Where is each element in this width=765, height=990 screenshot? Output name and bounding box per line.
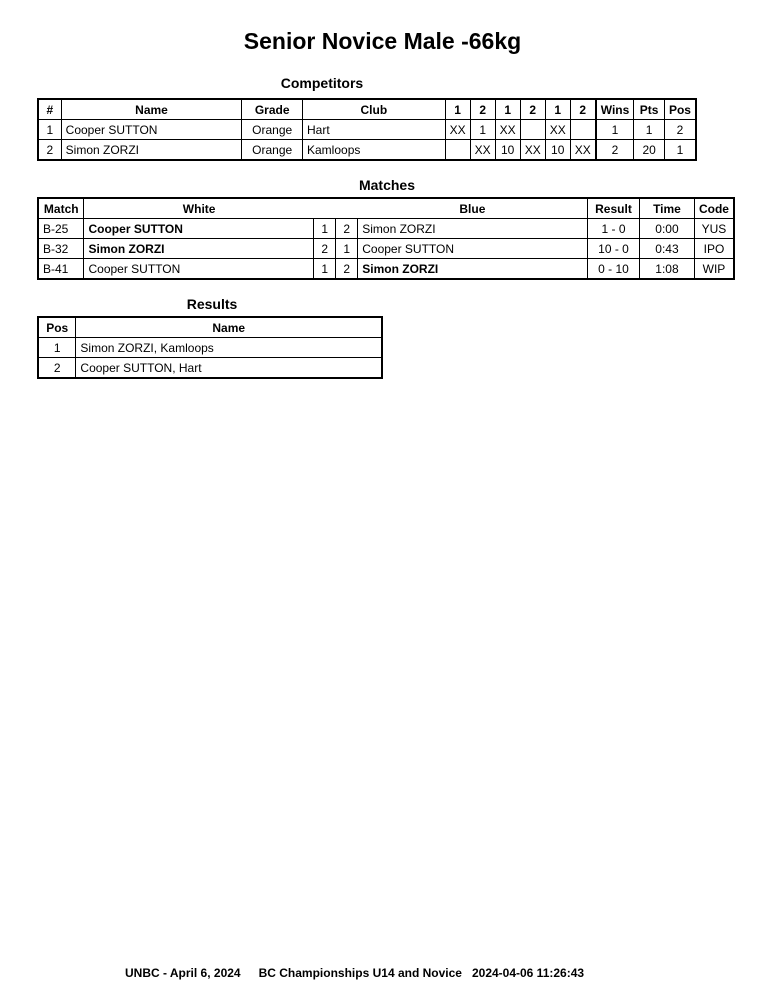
col-time: Time: [639, 198, 694, 219]
table-row: [38, 239, 734, 259]
col-pos: Pos: [664, 99, 696, 120]
results-heading: Results: [186, 296, 238, 312]
match-id: B-32: [38, 239, 84, 259]
score-cell: XX: [470, 140, 495, 161]
white-score: 1: [314, 219, 336, 239]
col-grade: Grade: [242, 99, 303, 120]
white-score: 2: [314, 239, 336, 259]
score-cell: XX: [570, 140, 596, 161]
footer-timestamp: 2024-04-06 11:26:43: [471, 966, 585, 980]
match-time: 0:43: [639, 239, 694, 259]
competitor-wins: 2: [596, 140, 634, 161]
col-white: White: [84, 198, 314, 219]
col-round: 2: [570, 99, 596, 120]
col-club: Club: [303, 99, 446, 120]
result-pos: 2: [38, 358, 76, 379]
col-white-score: [314, 198, 336, 219]
col-pts: Pts: [634, 99, 665, 120]
col-blue-score: [336, 198, 358, 219]
page-footer: [125, 966, 584, 980]
col-round: 1: [445, 99, 470, 120]
score-cell: 10: [495, 140, 520, 161]
match-result: 1 - 0: [588, 219, 640, 239]
match-time: 0:00: [639, 219, 694, 239]
matches-table: [37, 197, 735, 280]
results-header-row: [38, 317, 382, 338]
blue-player: Simon ZORZI: [358, 259, 588, 280]
white-player: Cooper SUTTON: [84, 219, 314, 239]
col-round: 1: [495, 99, 520, 120]
match-code: IPO: [694, 239, 734, 259]
table-row: [38, 259, 734, 280]
competitor-pts: 20: [634, 140, 665, 161]
page-title: Senior Novice Male -66kg: [243, 28, 522, 54]
blue-score: 2: [336, 259, 358, 280]
col-round: 2: [520, 99, 545, 120]
result-name: Cooper SUTTON, Hart: [76, 358, 382, 379]
score-cell: XX: [445, 120, 470, 140]
match-id: B-41: [38, 259, 84, 280]
competitor-pos: 1: [664, 140, 696, 161]
match-result: 0 - 10: [588, 259, 640, 280]
blue-player: Simon ZORZI: [358, 219, 588, 239]
match-code: YUS: [694, 219, 734, 239]
col-name: Name: [76, 317, 382, 338]
match-result: 10 - 0: [588, 239, 640, 259]
col-round: 2: [470, 99, 495, 120]
competitors-table: [37, 98, 697, 161]
blue-score: 1: [336, 239, 358, 259]
table-row: [38, 219, 734, 239]
table-row: [38, 140, 696, 161]
matches-header-row: [38, 198, 734, 219]
competitors-heading: Competitors: [280, 75, 364, 91]
score-cell: XX: [495, 120, 520, 140]
score-cell: 1: [470, 120, 495, 140]
footer-championship: BC Championships U14 and Novice: [258, 966, 462, 980]
competitor-number: 1: [38, 120, 61, 140]
col-code: Code: [694, 198, 734, 219]
competitor-pos: 2: [664, 120, 696, 140]
white-player: Simon ZORZI: [84, 239, 314, 259]
col-wins: Wins: [596, 99, 634, 120]
results-table: [37, 316, 383, 379]
result-pos: 1: [38, 338, 76, 358]
score-cell: 10: [545, 140, 570, 161]
matches-heading: Matches: [358, 177, 416, 193]
competitor-grade: Orange: [242, 120, 303, 140]
footer-event: UNBC - April 6, 2024: [125, 966, 241, 980]
col-match: Match: [38, 198, 84, 219]
score-cell: [570, 120, 596, 140]
competitor-wins: 1: [596, 120, 634, 140]
blue-score: 2: [336, 219, 358, 239]
col-round: 1: [545, 99, 570, 120]
competitor-name: Simon ZORZI: [61, 140, 242, 161]
competitor-grade: Orange: [242, 140, 303, 161]
table-row: [38, 338, 382, 358]
competitors-header-row: [38, 99, 696, 120]
table-row: [38, 358, 382, 379]
match-code: WIP: [694, 259, 734, 280]
competitor-name: Cooper SUTTON: [61, 120, 242, 140]
score-cell: [445, 140, 470, 161]
match-id: B-25: [38, 219, 84, 239]
blue-player: Cooper SUTTON: [358, 239, 588, 259]
table-row: [38, 120, 696, 140]
col-pos: Pos: [38, 317, 76, 338]
white-player: Cooper SUTTON: [84, 259, 314, 280]
competitor-club: Kamloops: [303, 140, 446, 161]
col-blue: Blue: [358, 198, 588, 219]
competitor-number: 2: [38, 140, 61, 161]
col-result: Result: [588, 198, 640, 219]
result-name: Simon ZORZI, Kamloops: [76, 338, 382, 358]
col-name: Name: [61, 99, 242, 120]
score-cell: [520, 120, 545, 140]
competitor-club: Hart: [303, 120, 446, 140]
score-cell: XX: [520, 140, 545, 161]
score-cell: XX: [545, 120, 570, 140]
col-number: #: [38, 99, 61, 120]
match-time: 1:08: [639, 259, 694, 280]
white-score: 1: [314, 259, 336, 280]
competitor-pts: 1: [634, 120, 665, 140]
